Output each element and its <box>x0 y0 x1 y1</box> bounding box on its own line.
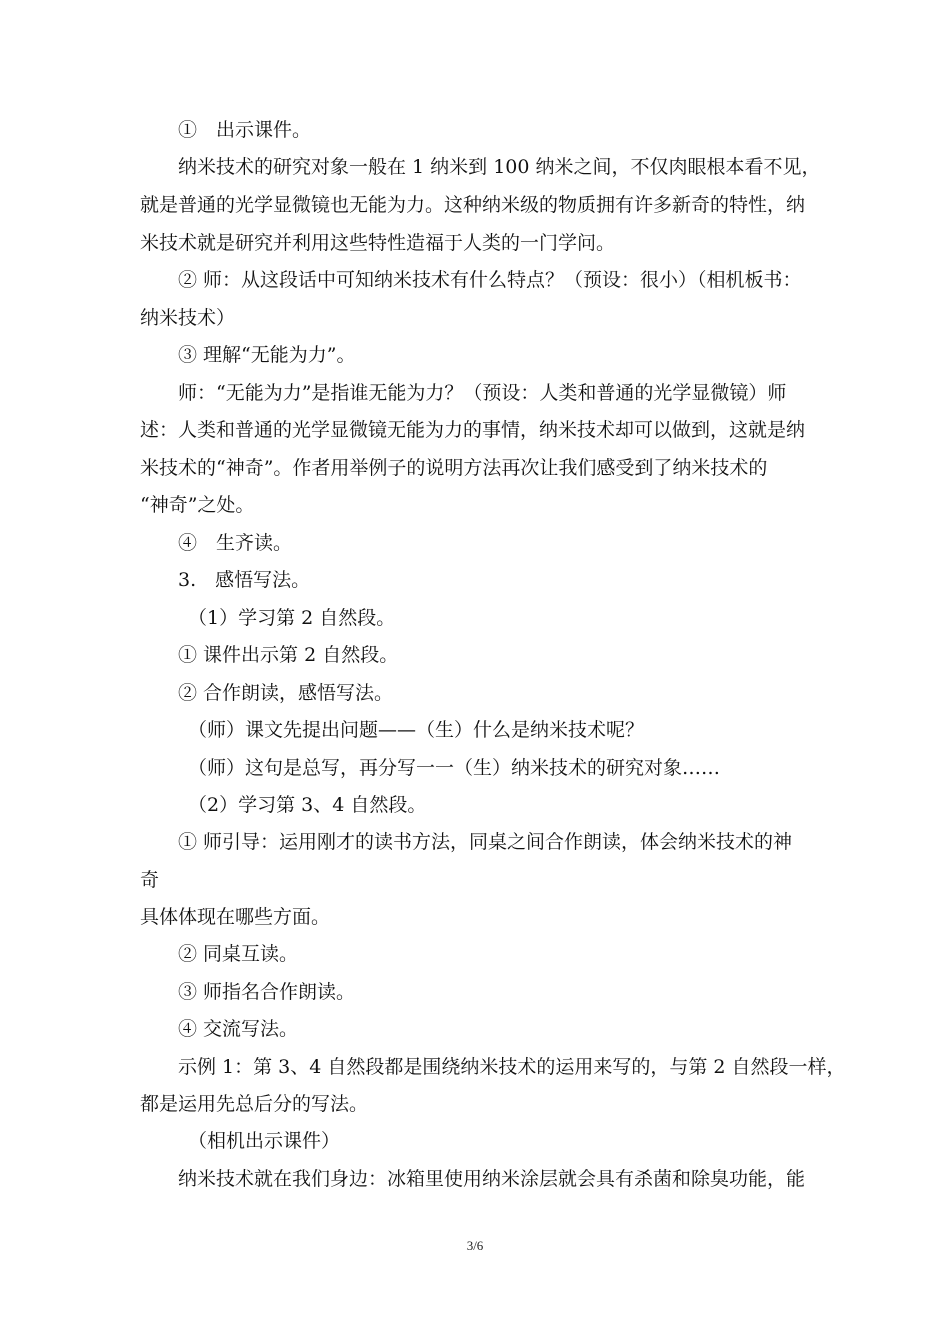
line-17: （师）课文先提出问题——（生）什么是纳米技术呢？ <box>188 719 645 741</box>
line-11: “神奇”之处。 <box>140 494 255 516</box>
line-12: ④ 生齐读。 <box>178 532 293 554</box>
page-number: 3/6 <box>466 1238 484 1253</box>
line-21: 奇 <box>140 869 160 891</box>
line-28: （相机出示课件） <box>188 1130 341 1152</box>
line-5: ② 师：从这段话中可知纳米技术有什么特点？（预设：很小）（相机板书： <box>178 269 802 291</box>
line-29: 纳米技术就在我们身边：冰箱里使用纳米涂层就会具有杀菌和除臭功能，能 <box>178 1168 806 1190</box>
line-26: 示例 1：第 3、4 自然段都是围绕纳米技术的运用来写的，与第 2 自然段一样， <box>178 1056 846 1078</box>
line-24: ③ 师指名合作朗读。 <box>178 981 356 1003</box>
line-19: （2）学习第 3、4 自然段。 <box>188 794 427 816</box>
line-13: 3. 感悟写法。 <box>178 569 311 591</box>
line-1: ① 出示课件。 <box>178 119 312 141</box>
line-22: 具体体现在哪些方面。 <box>140 906 331 928</box>
line-14: （1）学习第 2 自然段。 <box>188 607 396 629</box>
line-20: ① 师引导：运用刚才的读书方法，同桌之间合作朗读，体会纳米技术的神 <box>178 831 793 853</box>
line-3: 就是普通的光学显微镜也无能为力。这种纳米级的物质拥有许多新奇的特性，纳 <box>140 194 806 216</box>
line-27: 都是运用先总后分的写法。 <box>140 1093 369 1115</box>
line-4: 米技术就是研究并利用这些特性造福于人类的一门学问。 <box>140 232 616 254</box>
line-15: ① 课件出示第 2 自然段。 <box>178 644 399 666</box>
line-8: 师：“无能为力”是指谁无能为力？（预设：人类和普通的光学显微镜）师 <box>178 382 787 404</box>
line-2: 纳米技术的研究对象一般在 1 纳米到 100 纳米之间，不仅肉眼根本看不见， <box>178 156 821 178</box>
line-23: ② 同桌互读。 <box>178 943 299 965</box>
line-10: 米技术的“神奇”。作者用举例子的说明方法再次让我们感受到了纳米技术的 <box>140 457 768 479</box>
line-25: ④ 交流写法。 <box>178 1018 299 1040</box>
line-18: （师）这句是总写，再分写一一（生）纳米技术的研究对象…… <box>188 757 721 779</box>
line-7: ③ 理解“无能为力”。 <box>178 344 356 366</box>
line-9: 述：人类和普通的光学显微镜无能为力的事情，纳米技术却可以做到，这就是纳 <box>140 419 806 441</box>
line-16: ② 合作朗读，感悟写法。 <box>178 682 394 704</box>
line-6: 纳米技术） <box>140 307 236 329</box>
